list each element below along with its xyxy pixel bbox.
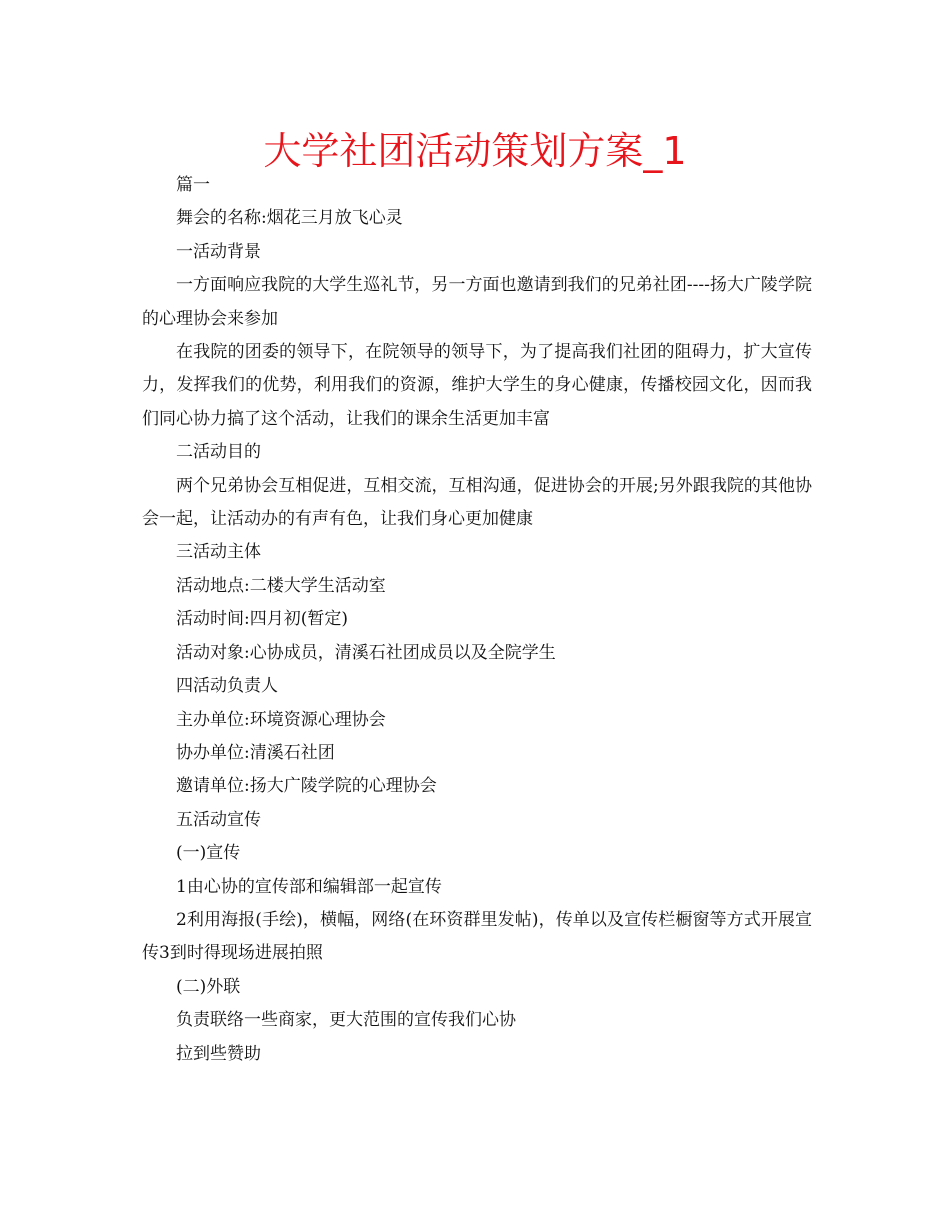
paragraph: 篇一 (176, 175, 210, 195)
paragraph: 在我院的团委的领导下，在院领导的领导下，为了提高我们社团的阻碍力，扩大宣传力，发挥我们的优势，利用我们的资源，维护大学生的身心健康，传播校园文化，因而我们同心协力搞了这个活动，让我们的课余生活更加丰富 (142, 342, 812, 429)
paragraph: 负责联络一些商家，更大范围的宣传我们心协 (176, 1010, 516, 1031)
section-heading: 一活动背景 (176, 241, 261, 262)
subsection-heading: (一)宣传 (176, 843, 241, 864)
paragraph: 活动地点:二楼大学生活动室 (176, 575, 386, 596)
section-heading: 二活动目的 (176, 442, 261, 463)
section-heading: 五活动宣传 (176, 809, 261, 830)
paragraph: 2利用海报(手绘)，横幅，网络(在环资群里发帖)，传单以及宣传栏橱窗等方式开展宣传3到时得现场进展拍照 (142, 909, 812, 964)
paragraph: 舞会的名称:烟花三月放飞心灵 (176, 208, 403, 229)
paragraph: 两个兄弟协会互相促进，互相交流，互相沟通，促进协会的开展;另外跟我院的其他协会一起，让活动办的有声有色，让我们身心更加健康 (142, 475, 812, 530)
paragraph: 主办单位:环境资源心理协会 (176, 709, 386, 730)
paragraph: 活动时间:四月初(暂定) (176, 609, 348, 630)
paragraph: 拉到些赞助 (176, 1043, 261, 1064)
paragraph: 1由心协的宣传部和编辑部一起宣传 (176, 876, 442, 897)
paragraph: 活动对象:心协成员，清溪石社团成员以及全院学生 (176, 642, 556, 663)
document-title: 大学社团活动策划方案_1 (263, 129, 687, 173)
section-heading: 三活动主体 (176, 542, 261, 563)
document-body (142, 169, 812, 1071)
paragraph: 邀请单位:扬大广陵学院的心理协会 (176, 776, 437, 797)
paragraph: 协办单位:清溪石社团 (176, 742, 335, 763)
subsection-heading: (二)外联 (176, 976, 241, 997)
section-heading: 四活动负责人 (176, 676, 278, 697)
paragraph: 一方面响应我院的大学生巡礼节，另一方面也邀请到我们的兄弟社团----扬大广陵学院的心理协会来参加 (142, 275, 812, 329)
